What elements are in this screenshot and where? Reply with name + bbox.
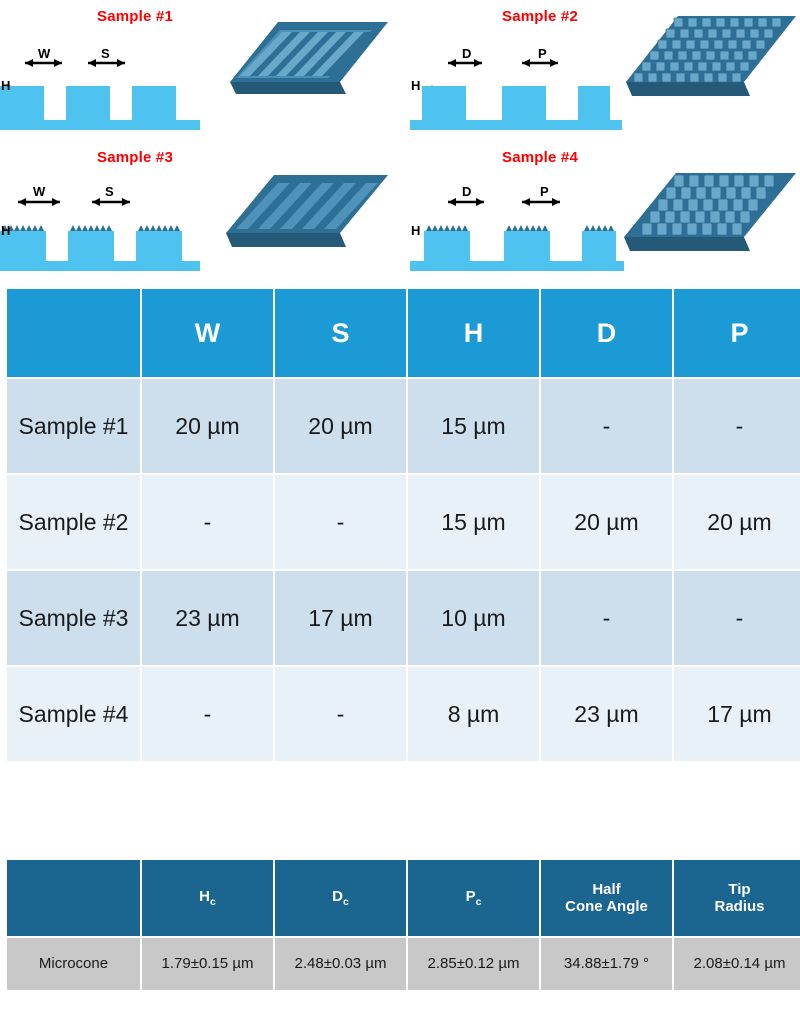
sample-4-label-P: P	[540, 184, 549, 199]
tip-radius-line1: Tip	[728, 880, 751, 898]
table-row	[7, 379, 800, 473]
cone-header-Pc-sub: c	[475, 895, 482, 908]
table-row	[7, 667, 800, 761]
sample-3-label-H: H	[1, 223, 11, 238]
cone-header-Pc	[408, 860, 539, 936]
sample-2-label-P: P	[538, 46, 547, 61]
half-cone-angle-line1: Half	[592, 880, 621, 898]
cone-cell-Dc: 2.48±0.03 µm	[275, 938, 406, 990]
sample-4-iso-view	[616, 159, 800, 274]
sample-3-title: Sample #3	[96, 149, 173, 166]
cone-header-Hc-main: H	[199, 887, 210, 905]
cell-s4-S: -	[275, 667, 406, 761]
sample-1-label-W: W	[38, 46, 51, 61]
header-cell-S: S	[275, 289, 406, 377]
sample-2-label-D: D	[462, 46, 472, 61]
sample-4-cross-section	[410, 169, 640, 279]
cell-s1-P: -	[674, 379, 800, 473]
schematic-figure-region	[0, 0, 800, 282]
cone-cell-Pc: 2.85±0.12 µm	[408, 938, 539, 990]
sample-1-iso-view	[220, 4, 390, 119]
cell-s3-H: 10 µm	[408, 571, 539, 665]
table-row	[7, 475, 800, 569]
sample-1-title: Sample #1	[96, 8, 173, 25]
row-label-sample-4: Sample #4	[7, 667, 140, 761]
cell-s1-D: -	[541, 379, 672, 473]
microcone-table-wrapper	[5, 858, 795, 992]
cell-s3-D: -	[541, 571, 672, 665]
table-header-row	[7, 289, 800, 377]
cone-row-label-microcone: Microcone	[7, 938, 140, 990]
sample-2-cross-section	[410, 28, 640, 138]
cone-cell-tip-radius: 2.08±0.14 µm	[674, 938, 800, 990]
sample-4-label-D: D	[462, 184, 472, 199]
cell-s4-D: 23 µm	[541, 667, 672, 761]
schematic-panel-sample-3	[0, 141, 400, 282]
cell-s3-S: 17 µm	[275, 571, 406, 665]
table-row	[7, 571, 800, 665]
schematic-panel-sample-1	[0, 0, 400, 141]
cell-s1-H: 15 µm	[408, 379, 539, 473]
cell-s2-P: 20 µm	[674, 475, 800, 569]
header-cell-H: H	[408, 289, 539, 377]
schematic-panel-sample-2	[400, 0, 800, 141]
row-label-sample-3: Sample #3	[7, 571, 140, 665]
cone-header-Hc	[142, 860, 273, 936]
cell-s1-S: 20 µm	[275, 379, 406, 473]
tip-radius-line2: Radius	[714, 898, 765, 915]
cell-s2-H: 15 µm	[408, 475, 539, 569]
cone-header-Dc	[275, 860, 406, 936]
cone-header-Pc-main: P	[465, 887, 476, 905]
cone-cell-half-cone-angle: 34.88±1.79 °	[541, 938, 672, 990]
cell-s4-P: 17 µm	[674, 667, 800, 761]
cone-header-Dc-main: D	[332, 887, 343, 905]
row-label-sample-1: Sample #1	[7, 379, 140, 473]
cell-s4-H: 8 µm	[408, 667, 539, 761]
sample-2-title: Sample #2	[501, 8, 578, 25]
cell-s3-W: 23 µm	[142, 571, 273, 665]
cell-s2-W: -	[142, 475, 273, 569]
microcone-table	[5, 858, 800, 992]
cell-s2-D: 20 µm	[541, 475, 672, 569]
sample-1-label-S: S	[101, 46, 110, 61]
sample-4-label-H: H	[411, 223, 421, 238]
sample-4-title: Sample #4	[501, 149, 578, 166]
sample-3-iso-view	[218, 161, 394, 271]
half-cone-angle-line2: Cone Angle	[565, 898, 648, 915]
header-cell-blank	[7, 289, 140, 377]
cone-header-Dc-sub: c	[343, 895, 349, 908]
dimensions-table-wrapper	[5, 287, 795, 763]
cone-header-half-cone-angle	[541, 860, 672, 936]
cone-cell-Hc: 1.79±0.15 µm	[142, 938, 273, 990]
sample-2-iso-view	[618, 0, 800, 120]
cone-header-row	[7, 860, 800, 936]
cone-header-blank	[7, 860, 140, 936]
sample-1-cross-section	[0, 28, 230, 138]
cell-s1-W: 20 µm	[142, 379, 273, 473]
cell-s2-S: -	[275, 475, 406, 569]
cone-header-Hc-sub: c	[210, 895, 216, 908]
cell-s4-W: -	[142, 667, 273, 761]
cone-table-row	[7, 938, 800, 990]
sample-3-label-W: W	[33, 184, 46, 199]
sample-3-label-S: S	[105, 184, 114, 199]
cell-s3-P: -	[674, 571, 800, 665]
cone-header-tip-radius	[674, 860, 800, 936]
schematic-panel-sample-4	[400, 141, 800, 282]
header-cell-D: D	[541, 289, 672, 377]
dimensions-table	[5, 287, 800, 763]
header-cell-W: W	[142, 289, 273, 377]
row-label-sample-2: Sample #2	[7, 475, 140, 569]
header-cell-P: P	[674, 289, 800, 377]
sample-1-label-H: H	[1, 78, 11, 93]
sample-2-label-H: H	[411, 78, 421, 93]
